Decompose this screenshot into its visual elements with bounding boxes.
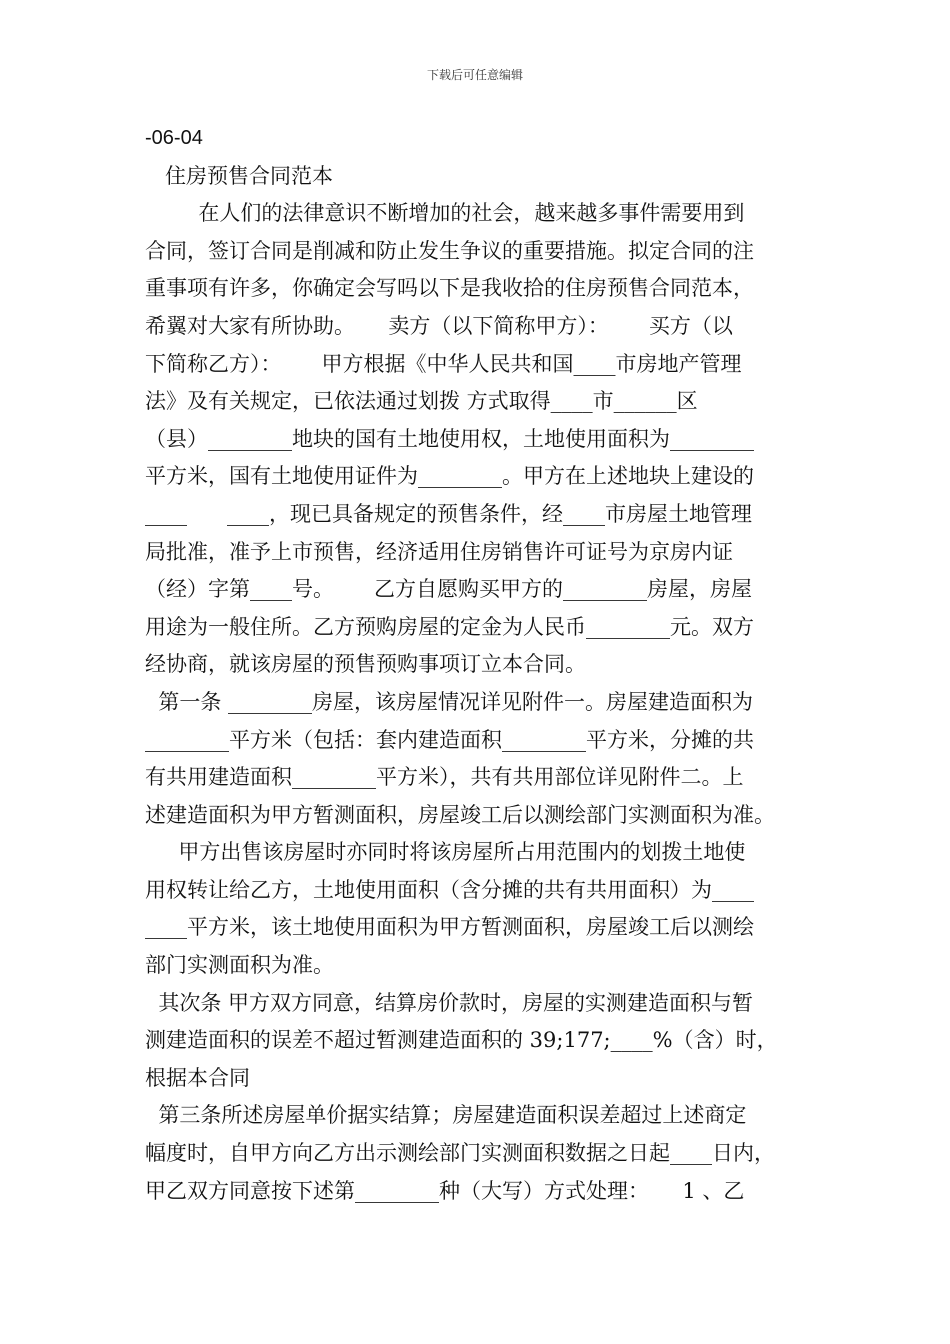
page-header: 下载后可任意编辑 xyxy=(426,68,523,82)
paragraph-line: 部门实测面积为准。 xyxy=(145,953,334,978)
paragraph-line: 述建造面积为甲方暂测面积，房屋竣工后以测绘部门实测面积为准。 xyxy=(145,802,775,827)
paragraph-line: 用权转让给乙方，土地使用面积（含分摊的共有共用面积）为____ xyxy=(145,877,754,902)
paragraph-line: ____ ____，现已具备规定的预售条件，经____市房屋土地管理 xyxy=(145,501,753,526)
paragraph-line: 平方米，国有土地使用证件为________。甲方在上述地块上建设的 xyxy=(145,464,754,489)
paragraph-line: 在人们的法律意识不断增加的社会，越来越多事件需要用到 xyxy=(145,201,745,226)
article-2-line: 其次条 甲方双方同意，结算房价款时，房屋的实测建造面积与暂 xyxy=(145,990,754,1015)
document-title: 住房预售合同范本 xyxy=(145,163,334,188)
paragraph-line: 用途为一般住所。乙方预购房屋的定金为人民币________元。双方 xyxy=(145,614,754,639)
paragraph-line: 甲方出售该房屋时亦同时将该房屋所占用范围内的划拨土地使 xyxy=(145,840,746,865)
paragraph-line: 甲乙双方同意按下述第________种（大写）方式处理： 1 、乙 xyxy=(145,1178,745,1203)
paragraph-line: 经协商，就该房屋的预售预购事项订立本合同。 xyxy=(145,652,586,677)
paragraph-line: 有共用建造面积________平方米），共有共用部位详见附件二。上 xyxy=(145,765,744,790)
paragraph-line: 希翼对大家有所协助。 卖方（以下简称甲方）： 买方（以 xyxy=(145,313,733,338)
paragraph-line: 合同，签订合同是削减和防止发生争议的重要措施。拟定合同的注 xyxy=(145,238,754,263)
paragraph-line: 根据本合同 xyxy=(145,1065,250,1090)
paragraph-line: 幅度时，自甲方向乙方出示测绘部门实测面积数据之日起____日内， xyxy=(145,1141,775,1166)
paragraph-line: ________平方米（包括：套内建造面积________平方米，分摊的共 xyxy=(145,727,754,752)
article-3-line: 第三条所述房屋单价据实结算；房屋建造面积误差超过上述商定 xyxy=(145,1103,747,1128)
article-1-line: 第一条 ________房屋，该房屋情况详见附件一。房屋建造面积为 xyxy=(145,689,754,714)
paragraph-line: 重事项有许多，你确定会写吗以下是我收拾的住房预售合同范本， xyxy=(145,276,754,301)
document-date: -06-04 xyxy=(145,127,203,149)
paragraph-line: （县）________地块的国有土地使用权，土地使用面积为________ xyxy=(145,426,754,451)
paragraph-line: 下简称乙方）： 甲方根据《中华人民共和国____市房地产管理 xyxy=(145,351,742,376)
paragraph-line: 法》及有关规定，已依法通过划拨 方式取得____市______区 xyxy=(145,389,698,414)
paragraph-line: 局批准，准予上市预售，经济适用住房销售许可证号为京房内证 xyxy=(145,539,733,564)
paragraph-line: （经）字第____号。 乙方自愿购买甲方的________房屋，房屋 xyxy=(145,577,753,602)
document-body xyxy=(145,120,810,1210)
paragraph-line: ____平方米，该土地使用面积为甲方暂测面积，房屋竣工后以测绘 xyxy=(145,915,754,940)
paragraph-line: 测建造面积的误差不超过暂测建造面积的 39;177;____%（含）时， xyxy=(145,1028,778,1053)
